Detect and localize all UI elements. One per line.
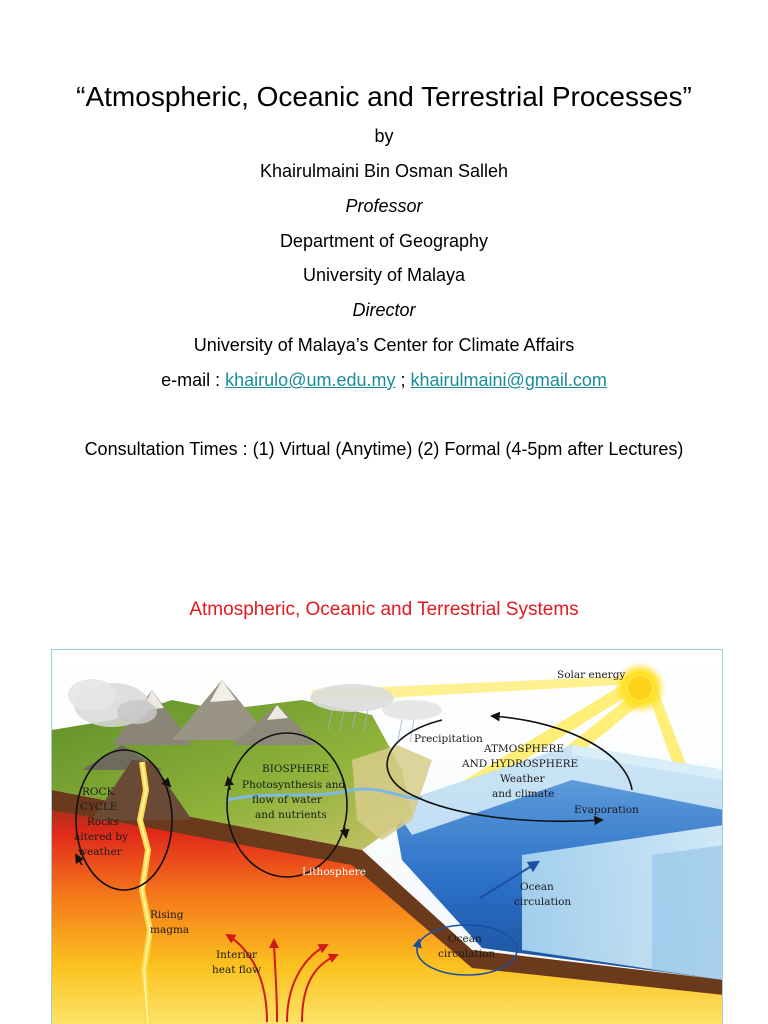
label-and-climate: and climate xyxy=(492,788,555,800)
email-line xyxy=(0,369,768,391)
diagram-svg xyxy=(52,650,723,1024)
email-separator: ; xyxy=(395,370,411,390)
label-bio-line1: Photosynthesis and xyxy=(242,779,346,791)
document-title: “Atmospheric, Oceanic and Terrestrial Processes” xyxy=(76,81,692,112)
label-circulation-1: circulation xyxy=(514,896,572,908)
label-heat-flow: heat flow xyxy=(212,964,262,976)
email-link-um[interactable]: khairulo@um.edu.my xyxy=(225,370,396,390)
label-bio-line2: flow of water xyxy=(252,794,322,806)
cloud xyxy=(310,684,394,712)
author-name: Khairulmaini Bin Osman Salleh xyxy=(259,161,509,181)
label-rocks: Rocks xyxy=(87,816,119,828)
label-biosphere: BIOSPHERE xyxy=(262,763,330,775)
author-role-professor: Professor xyxy=(345,196,423,216)
label-rising: Rising xyxy=(150,909,184,921)
label-ocean-1: Ocean xyxy=(520,881,554,893)
label-evaporation: Evaporation xyxy=(574,804,639,816)
label-atmosphere: ATMOSPHERE xyxy=(484,743,565,755)
label-lithosphere: Lithosphere xyxy=(302,866,366,878)
by-line: by xyxy=(374,126,394,146)
label-weather-rock: weather xyxy=(78,846,122,858)
label-ocean-2: Ocean xyxy=(448,933,482,945)
label-precipitation: Precipitation xyxy=(414,733,483,745)
consultation-times: Consultation Times : (1) Virtual (Anytime) (2) Formal (4-5pm after Lectures) xyxy=(84,439,684,459)
label-bio-line3: and nutrients xyxy=(255,809,327,821)
email-link-gmail[interactable]: khairulmaini@gmail.com xyxy=(410,370,607,390)
earth-systems-diagram xyxy=(51,649,723,1024)
label-cycle: CYCLE xyxy=(80,801,118,813)
label-magma: magma xyxy=(150,924,190,936)
section-title: Atmospheric, Oceanic and Terrestrial Systems xyxy=(189,599,579,620)
email-label: e-mail : xyxy=(161,370,226,390)
university: University of Malaya xyxy=(302,265,466,285)
label-circulation-2: circulation xyxy=(438,948,496,960)
label-rock: ROCK xyxy=(82,786,115,798)
label-interior: Interior xyxy=(216,949,258,961)
label-altered-by: altered by xyxy=(74,831,128,843)
label-hydrosphere: AND HYDROSPHERE xyxy=(462,758,579,770)
author-role-director: Director xyxy=(352,300,416,320)
department: Department of Geography xyxy=(279,231,489,251)
center-name: University of Malaya’s Center for Climate Affairs xyxy=(193,335,575,355)
label-solar-energy: Solar energy xyxy=(557,669,626,681)
label-weather: Weather xyxy=(500,773,545,785)
